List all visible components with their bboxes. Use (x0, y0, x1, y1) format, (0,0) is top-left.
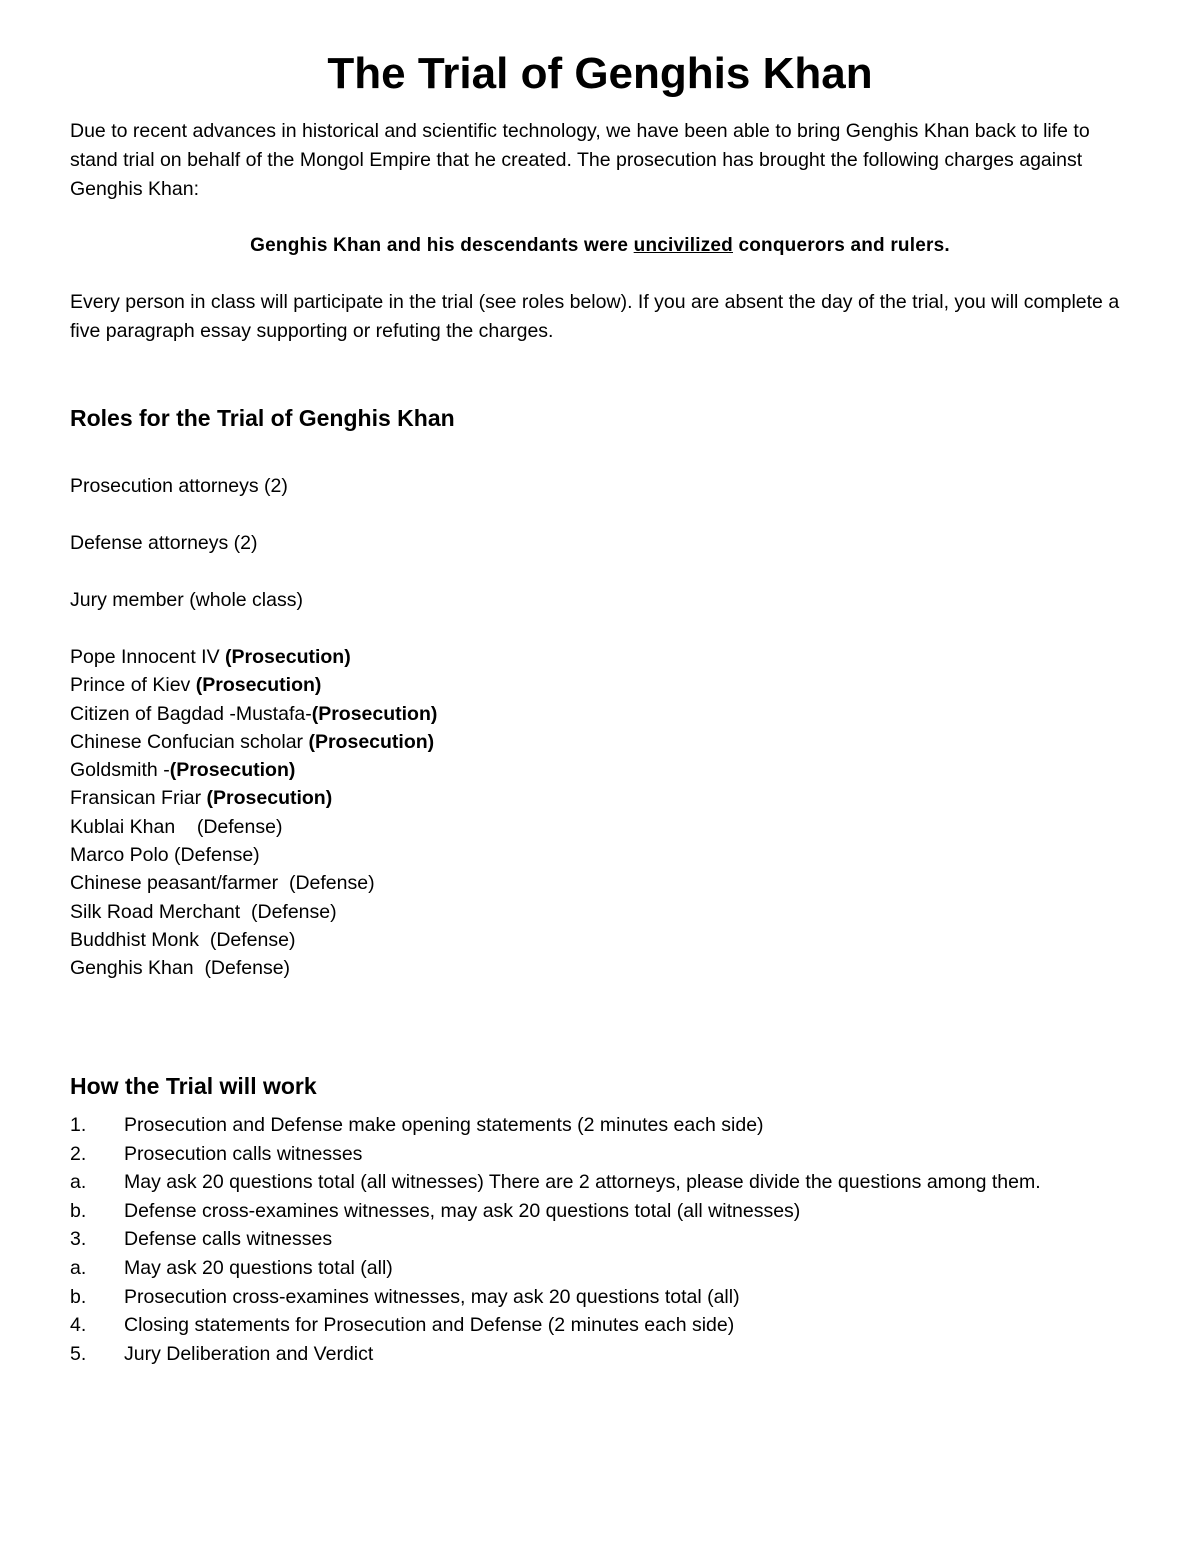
intro-paragraph: Due to recent advances in historical and scientific technology, we have been able to bring Genghis Khan back to life to stand trial on behalf of the Mongol Empire that he created. The prosecution has brought the following charges against Genghis Khan: (70, 120, 1090, 200)
witness-side: (Prosecution) (308, 730, 435, 753)
witness-side: (Defense) (251, 900, 337, 923)
charge-emphasis: uncivilized (633, 235, 733, 256)
step-marker: a. (70, 1256, 87, 1279)
step-marker: 3. (70, 1228, 87, 1251)
document-title: The Trial of Genghis Khan (327, 49, 873, 98)
witness-role-item (70, 784, 437, 812)
step-marker: a. (70, 1171, 87, 1194)
witness-name: Buddhist Monk (70, 928, 210, 951)
role-defense-attorneys: Defense attorneys (2) (70, 532, 258, 554)
witness-side: (Defense) (204, 957, 291, 980)
step-marker: 5. (70, 1342, 87, 1365)
witness-side: (Prosecution) (225, 646, 351, 668)
witness-name: Kublai Khan (70, 815, 197, 838)
procedure-step (70, 1197, 1130, 1226)
witness-role-item (70, 898, 437, 926)
step-marker: 4. (70, 1314, 87, 1337)
witness-name: Chinese peasant/farmer (70, 872, 289, 895)
witness-role-item (70, 813, 437, 841)
procedure-step (70, 1254, 1130, 1283)
role-prosecution-attorneys: Prosecution attorneys (2) (70, 475, 288, 497)
witness-name: Genghis Khan (70, 957, 205, 980)
role-jury-member: Jury member (whole class) (70, 589, 303, 611)
witness-name: Prince of Kiev (70, 674, 196, 697)
procedure-step (70, 1311, 1130, 1340)
witness-side: (Prosecution) (195, 674, 322, 697)
witness-name: Silk Road Merchant (70, 900, 251, 923)
witness-role-item (70, 671, 437, 699)
witness-name: Citizen of Bagdad -Mustafa- (70, 702, 312, 725)
step-marker: 2. (70, 1142, 87, 1165)
step-text: Defense calls witnesses (124, 1228, 333, 1251)
procedure-step (70, 1283, 1130, 1312)
procedure-step (70, 1225, 1130, 1254)
witness-name: Goldsmith - (70, 759, 170, 782)
charge-text-before: Genghis Khan and his descendants were (250, 235, 634, 256)
step-marker: 1. (70, 1114, 87, 1136)
witness-role-item (70, 700, 437, 728)
procedure-heading: How the Trial will work (70, 1073, 317, 1099)
witness-name: Fransican Friar (70, 787, 207, 810)
step-text: Prosecution calls witnesses (124, 1142, 363, 1165)
step-text: Prosecution cross-examines witnesses, may ask 20 questions total (all) (124, 1285, 740, 1308)
step-text: Prosecution and Defense make opening statements (2 minutes each side) (124, 1114, 764, 1136)
witness-side: (Prosecution) (169, 759, 296, 782)
witness-side: (Defense) (196, 815, 283, 838)
witness-role-item (70, 756, 437, 784)
procedure-step (70, 1111, 1130, 1140)
step-text: May ask 20 questions total (all) (124, 1256, 393, 1279)
witness-role-item (70, 728, 437, 756)
participation-paragraph: Every person in class will participate in the trial (see roles below). If you are absent the day of the trial, you will complete a five paragraph essay supporting or refuting the charges. (70, 291, 1120, 342)
step-text: May ask 20 questions total (all witnesses) There are 2 attorneys, please divide the questions among them. (124, 1171, 1041, 1194)
procedure-steps-list (70, 1111, 1130, 1368)
witness-role-item (70, 643, 437, 671)
witness-side: (Defense) (288, 872, 375, 895)
witness-role-item (70, 841, 437, 869)
procedure-step (70, 1340, 1130, 1369)
witness-role-item (70, 926, 437, 954)
charge-text-after: conquerors and rulers. (733, 235, 950, 256)
witness-name: Pope Innocent IV (70, 646, 226, 668)
step-text: Closing statements for Prosecution and Defense (2 minutes each side) (124, 1314, 735, 1337)
witness-name: Chinese Confucian scholar (70, 730, 309, 753)
witness-role-item (70, 954, 437, 982)
witness-side: (Defense) (209, 928, 296, 951)
witness-side: (Prosecution) (311, 702, 438, 725)
procedure-step (70, 1168, 1130, 1197)
witness-side: (Prosecution) (206, 787, 333, 810)
witness-name: Marco Polo (70, 844, 175, 867)
charge-statement (70, 232, 1130, 260)
step-text: Jury Deliberation and Verdict (124, 1342, 374, 1365)
step-marker: b. (70, 1199, 87, 1222)
step-marker: b. (70, 1285, 87, 1308)
roles-heading: Roles for the Trial of Genghis Khan (70, 405, 455, 431)
procedure-step (70, 1140, 1130, 1169)
witness-role-item (70, 869, 437, 897)
step-text: Defense cross-examines witnesses, may ask 20 questions total (all witnesses) (124, 1199, 801, 1222)
witness-role-list (70, 643, 437, 983)
witness-side: (Defense) (174, 844, 260, 867)
